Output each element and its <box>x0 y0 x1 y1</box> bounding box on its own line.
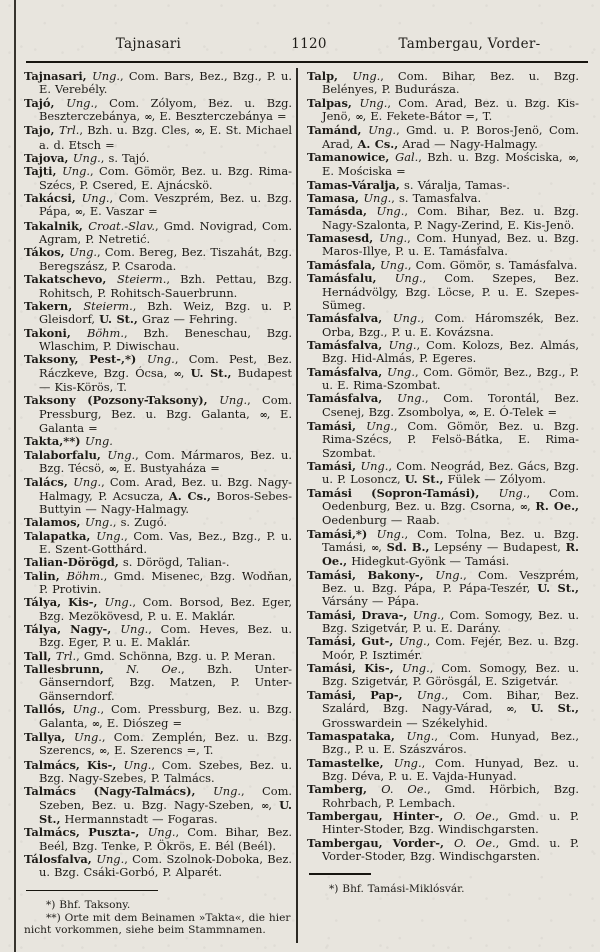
entry-text: Tamasa, <box>307 191 364 206</box>
entry-text: Ung. <box>81 191 110 206</box>
entry-text: Ung. <box>213 784 241 799</box>
entry-text: , Com. Pest, Bez. Ráczkeve, Bzg. Ócsa, <box>39 352 292 380</box>
gazetteer-entry <box>24 394 292 435</box>
entry-text: Ung. <box>147 825 176 840</box>
entry-text: , E. Bustyaháza = <box>116 460 220 475</box>
post-horn-icon: ∞ <box>568 153 576 165</box>
entry-text: Tálosfalva, <box>24 851 97 866</box>
entry-text: Takalnik, <box>24 218 89 233</box>
entry-text: Takta,**) <box>24 434 86 449</box>
entry-text: Tall, <box>24 648 56 663</box>
entry-text: Ung. <box>366 418 394 433</box>
entry-text: R. Oe., <box>535 499 580 513</box>
gazetteer-entry <box>307 232 579 259</box>
entry-text: Taksony (Pozsony-Taksony), <box>24 393 220 408</box>
gazetteer-entry <box>24 826 292 853</box>
gazetteer-entry <box>307 460 579 487</box>
entry-text: Tamanowice, <box>307 150 396 165</box>
entry-text: Steierm. <box>116 272 167 287</box>
entry-text: s. Dörögd, Talian-. <box>118 555 230 570</box>
entry-text: Ung. <box>62 164 91 179</box>
entry-text: s. Váralja, Tamas-. <box>399 177 510 192</box>
gazetteer-entry <box>307 339 579 366</box>
gazetteer-entry <box>307 97 579 125</box>
entry-text: , E. Ó-Telek = <box>475 404 557 419</box>
entry-text: Talács, <box>24 475 74 490</box>
entry-text: Ung. <box>85 434 113 449</box>
entry-text: R. Oe., <box>322 540 579 569</box>
entry-text: Tálya, Nagy-, <box>24 622 121 637</box>
gazetteer-entry <box>307 569 579 609</box>
entry-text: Ung. <box>498 485 527 500</box>
entry-text: Ung. <box>352 69 381 83</box>
entry-text: Tajnasari, <box>24 69 93 83</box>
entry-text: Ung. <box>412 607 441 622</box>
entry-text: Ung. <box>104 595 133 610</box>
entry-text: Tamási, <box>307 458 361 473</box>
entry-text: , Com. Háromszék, Bez. Orba, Bzg., P. u. E. Kovázsna. <box>322 311 579 339</box>
entry-text: , Com. Somogy, Bez. u. Bzg. Szigetvár, P. Görösgál, E. Szigetvár. <box>322 661 579 689</box>
entry-text: Ung. <box>416 687 445 702</box>
entry-text: Ung. <box>406 728 435 743</box>
gazetteer-entry <box>307 837 579 864</box>
left-column-footnotes <box>24 899 292 937</box>
entry-text: , Com. Arad, Bez. u. Bzg. Nagy-Halmagy, P. Acsucza, <box>39 475 292 503</box>
entry-text: Talmács, Kis-, <box>24 757 124 772</box>
entry-text: , Com. Mármaros, Bez. u. Bzg. Técsö, <box>39 447 292 475</box>
entry-text: Ung. <box>123 757 152 772</box>
gazetteer-entry <box>24 556 292 569</box>
footnote-separator-rule <box>26 890 158 892</box>
header-left-keyword: Tajnasari <box>115 36 182 52</box>
entry-text: Ung. <box>72 702 101 717</box>
gazetteer-entry <box>24 192 292 220</box>
gazetteer-entry <box>24 97 292 125</box>
gazetteer-entry <box>24 220 292 247</box>
entry-text: Lepsény — Budapest, <box>429 540 566 555</box>
entry-text: , Gmd. Schönna, Bzg. u. P. Meran. <box>76 648 276 663</box>
entry-text: Boros-Sebes-Buttyin — Nagy-Halmagy. <box>39 488 292 516</box>
entry-text: , Com. Hunyad, Bez. u. Bzg. Déva, P. u. E. Vajda-Hunyad. <box>322 755 579 783</box>
entry-text: , Bzh. Pettau, Bzg. Rohitsch, P. Rohitsch-Sauerbrunn. <box>39 272 292 300</box>
entry-text: Ung. <box>73 475 102 490</box>
entry-text: Talamos, <box>24 515 85 530</box>
entry-text: , Com. Arad, Bez. u. Bzg. Kis-Jenö, <box>322 95 579 124</box>
entry-text: Ung. <box>394 271 423 286</box>
entry-text: Tajo, <box>24 123 60 138</box>
gazetteer-entry <box>307 124 579 151</box>
entry-text: Tamási, Pap-, <box>307 687 417 702</box>
entry-text: , Com. Oedenburg, Bez. u. Bzg. Csorna, <box>322 485 579 513</box>
gazetteer-entry <box>307 420 579 460</box>
entry-text: Ung. <box>92 69 121 83</box>
entry-text: Tamberg, <box>307 782 382 797</box>
entry-text: U. St., <box>404 472 444 487</box>
entry-text: Tamasesd, <box>307 231 380 246</box>
entry-text: Talmács, Puszta-, <box>24 825 148 840</box>
entry-text: Takoni, <box>24 325 87 340</box>
entry-text: , <box>513 701 531 716</box>
entry-text: , Com. Gömör, Bez. u. Bzg. Rima-Szécs, P. Csered, E. Ajnácskö. <box>39 164 292 192</box>
entry-text: Ung. <box>376 526 405 541</box>
entry-text: Grosswardein — Székelyhid. <box>322 715 488 730</box>
entry-text: , Com. Vas, Bez., Bzg., P. u. E. Szent-Gotthárd. <box>39 528 293 557</box>
entry-text: , Com. Bihar, Bez. Szalárd, Bzg. Nagy-Várad, <box>322 687 579 716</box>
entry-text: , s. Tamasfalva. <box>391 191 482 206</box>
gazetteer-entry <box>24 327 292 354</box>
entry-text: Hermannstadt — Fogaras. <box>60 811 218 826</box>
entry-text: O. Oe. <box>381 782 428 797</box>
entry-text: Ung. <box>392 311 421 326</box>
gazetteer-entry <box>24 273 292 300</box>
entry-text: , E. Szerencs =, T. <box>106 743 214 758</box>
entry-text: Tamaspataka, <box>307 728 407 743</box>
left-column-entries <box>24 70 292 880</box>
gazetteer-entry <box>307 151 579 179</box>
entry-text: A. Cs., <box>357 136 399 151</box>
entry-text: Tamásfalva, <box>307 311 393 326</box>
entry-text: , s. Zugó. <box>112 515 167 530</box>
entry-text: Ung. <box>69 245 98 260</box>
entry-text: , Com. Torontál, Bez. Csenej, Bzg. Zsombolya, <box>322 391 579 419</box>
entry-text: Trl. <box>59 123 80 138</box>
entry-text: Oedenburg — Raab. <box>322 513 440 528</box>
gazetteer-entry <box>307 810 579 837</box>
entry-text: Takácsi, <box>24 191 82 206</box>
right-column-entries <box>307 70 579 863</box>
entry-text: Tamási, Kis-, <box>307 661 402 676</box>
entry-text: , Com. Bereg, Bez. Tiszahát, Bzg. Beregszász, P. Csaroda. <box>39 245 292 273</box>
gazetteer-entry <box>24 165 292 192</box>
entry-text: Hidegkut-Gyönk — Tamási. <box>347 554 510 569</box>
entry-text: Ung. <box>96 528 125 543</box>
entry-text: Ung. <box>368 123 397 138</box>
post-horn-icon: ∞ <box>91 718 100 730</box>
gazetteer-entry <box>307 783 579 810</box>
entry-text: Fülek — Zólyom. <box>443 472 546 487</box>
post-horn-icon: ∞ <box>173 368 181 380</box>
entry-text: Tallya, <box>24 729 75 744</box>
entry-text: A. Cs., <box>168 488 211 503</box>
gazetteer-entry <box>307 312 579 339</box>
entry-text: Talaborfalu, <box>24 447 108 462</box>
entry-text: O. Oe. <box>453 808 496 823</box>
footnote: *) Bhf. Taksony. <box>46 899 131 912</box>
entry-text: , Com. Hunyad, Bez. u. Bzg. Maros-Illye, P. u. E. Tamásfalva. <box>322 231 579 259</box>
entry-text: U. St., <box>190 365 232 380</box>
entry-text: Ung. <box>388 337 417 352</box>
text-columns <box>18 63 590 943</box>
entry-text: Vársány — Pápa. <box>322 594 420 609</box>
gazetteer-entry <box>24 853 292 880</box>
entry-text: Graz — Fehring. <box>137 312 238 327</box>
gazetteer-entry <box>307 662 579 689</box>
gazetteer-entry <box>307 757 579 784</box>
entry-text: , <box>527 499 536 513</box>
entry-text: , E. Galanta = <box>39 406 292 435</box>
entry-text: , Com. Somogy, Bez. u. Bzg. Szigetvár, P. u. E. Darány. <box>322 607 579 636</box>
gazetteer-entry <box>307 392 579 420</box>
gazetteer-entry <box>307 272 579 312</box>
entry-text: Tamási, Gut-, <box>307 634 399 649</box>
entry-text: Tallesbrunn, <box>24 662 127 677</box>
entry-text: Ung. <box>74 729 102 744</box>
entry-text: Ung. <box>359 95 388 110</box>
entry-text: Tamási, Bakony-, <box>307 567 436 582</box>
entry-text: Ung. <box>84 515 113 530</box>
entry-text: Steierm. <box>83 298 133 313</box>
entry-text: U. St., <box>530 701 579 716</box>
entry-text: Tamási, <box>307 418 367 433</box>
entry-text: , Com. Veszprém, Bez. u. Bzg. Pápa, <box>39 191 292 219</box>
gazetteer-entry <box>24 785 292 826</box>
entry-text: , Gmd. u. P. Vorder-Stoder, Bzg. Windischgarsten. <box>322 835 579 863</box>
entry-text: , Gmd. u. P. Boros-Jenö, Com. Arad, <box>322 123 579 151</box>
right-column-footnotes <box>307 883 579 896</box>
entry-text: Tamánd, <box>307 123 369 138</box>
gazetteer-entry <box>307 528 579 569</box>
entry-text: Budapest — Kis-Körös, T. <box>39 365 292 394</box>
entry-text: Talian-Dörögd, <box>24 555 119 570</box>
entry-text: Ung. <box>66 95 95 110</box>
entry-text: , Gmd. Misenec, Bzg. Wodňan, P. Protivin. <box>39 568 292 597</box>
gazetteer-entry <box>307 259 579 272</box>
entry-text: , Com. Gömör, Bez. u. Bzg. Rima-Szécs, P. Felsö-Bátka, E. Rima-Szombat. <box>322 418 579 460</box>
entry-text: , Bzh. u. Bzg. Mościska, <box>418 150 569 165</box>
entry-text: Tambergau, Vorder-, <box>307 835 454 850</box>
entry-text: , E. Mościska = <box>322 150 579 179</box>
entry-text: , <box>180 365 191 380</box>
entry-text: , Gmd. u. P. Hinter-Stoder, Bzg. Windischgarsten. <box>322 808 579 837</box>
gazetteer-entry <box>24 124 292 152</box>
entry-text: , E. Beszterczebánya = <box>151 109 287 124</box>
gazetteer-entry <box>307 635 579 662</box>
entry-text: , Com. Hunyad, Bez., Bzg., P. u. E. Szászváros. <box>322 728 579 757</box>
entry-text: Ung. <box>363 191 392 206</box>
entry-text: Tallós, <box>24 702 73 717</box>
header-right-keyword: Tambergau, Vorder- <box>398 36 541 52</box>
entry-text: , Com. Bihar, Bez. u. Bzg. Nagy-Szalonta, P. Nagy-Zerind, E. Kis-Jenö. <box>322 204 580 232</box>
page-header <box>18 30 590 56</box>
entry-text: , Com. Neográd, Bez. Gács, Bzg. u. P. Losoncz, <box>322 458 580 487</box>
entry-text: , E. Diószeg = <box>99 715 183 730</box>
entry-text: , Bzh. Beneschau, Bzg. Wlaschim, P. Diwischau. <box>39 325 293 353</box>
entry-text: Talin, <box>24 568 67 583</box>
entry-text: Tamásfalva, <box>307 391 398 406</box>
post-horn-icon: ∞ <box>519 502 528 513</box>
gazetteer-entry <box>24 731 292 759</box>
entry-text: Tajti, <box>24 164 63 179</box>
gazetteer-entry <box>24 476 292 516</box>
entry-text: Tálya, Kis-, <box>24 595 105 610</box>
right-column <box>298 68 579 943</box>
entry-text: Taksony, Pest-,*) <box>24 352 147 367</box>
post-horn-icon: ∞ <box>370 543 379 555</box>
left-column <box>18 68 292 943</box>
entry-text: U. St., <box>39 797 293 826</box>
gazetteer-entry <box>307 487 579 528</box>
entry-text: Tamásfalva, <box>307 364 388 379</box>
entry-text: Tamásfala, <box>307 257 381 272</box>
gazetteer-entry <box>307 689 579 730</box>
post-horn-icon: ∞ <box>261 800 269 812</box>
entry-text: Ung. <box>120 622 149 637</box>
gazetteer-entry <box>24 703 292 731</box>
gazetteer-entry <box>24 516 292 529</box>
entry-text: , Bzh. u. Bzg. Cles, <box>79 123 195 138</box>
entry-text: Ung. <box>393 755 422 770</box>
entry-text: , E. Fekete-Bátor =, T. <box>362 109 493 124</box>
gazetteer-entry <box>24 300 292 327</box>
gazetteer-entry <box>24 152 292 165</box>
gazetteer-entry <box>24 435 292 448</box>
entry-text: Tamásda, <box>307 204 377 219</box>
entry-text: , Com. Szepes, Bez. Hernádvölgy, Bzg. Löcse, P. u. E. Szepes-Sümeg. <box>322 271 579 312</box>
entry-text: N. Oe. <box>126 662 182 677</box>
gazetteer-entry <box>24 246 292 273</box>
entry-text: Tamási,*) <box>307 526 377 541</box>
entry-text: Tákos, <box>24 245 70 260</box>
entry-text: , <box>378 540 387 555</box>
entry-text: Talmács (Nagy-Talmács), <box>24 784 214 799</box>
gazetteer-entry <box>307 70 579 97</box>
entry-text: Ung. <box>435 567 464 582</box>
entry-text: , Com. Szeben, Bez. u. Bzg. Nagy-Szeben, <box>39 784 292 812</box>
gazetteer-entry <box>24 596 292 623</box>
entry-text: Ung. <box>376 204 405 219</box>
gazetteer-entry <box>24 759 292 786</box>
entry-text: , Com. Zólyom, Bez. u. Bzg. Beszterczebánya, <box>39 95 292 124</box>
entry-text: , Com. Bihar, Bez. u. Bzg. Belényes, P. Budurásza. <box>322 69 579 97</box>
entry-text: , Com. Zemplén, Bez. u. Bzg. Szerencs, <box>39 729 292 758</box>
post-horn-icon: ∞ <box>108 463 117 475</box>
entry-text: , <box>268 797 280 812</box>
entry-text: Ung. <box>398 634 427 649</box>
entry-text: , Com. Gömör, s. Tamásfalva. <box>407 257 578 272</box>
entry-text: , Com. Kolozs, Bez. Almás, Bzg. Hid-Almás, P. Egeres. <box>322 337 579 366</box>
entry-text: Böhm. <box>66 568 104 583</box>
entry-text: Ung. <box>96 851 125 866</box>
entry-text: Croat.-Slav. <box>88 218 156 233</box>
entry-text: U. St., <box>537 581 579 596</box>
entry-text: Gal. <box>395 150 419 165</box>
entry-text: Ung. <box>107 447 136 462</box>
entry-text: Takern, <box>24 298 84 313</box>
gazetteer-entry <box>24 663 292 703</box>
entry-text: Tamási, Drava-, <box>307 607 413 622</box>
entry-text: Ung. <box>397 391 425 406</box>
entry-text: , Com. Pressburg, Bez. u. Bzg. Galanta, <box>39 702 292 730</box>
entry-text: , Com. Bars, Bez., Bzg., P. u. E. Verebély. <box>39 69 292 97</box>
entry-text: Talpas, <box>307 95 360 110</box>
page-number: 1120 <box>291 36 327 52</box>
entry-text: , s. Tajó. <box>100 151 150 166</box>
entry-text: Ung. <box>72 151 101 166</box>
gazetteer-entry <box>307 609 579 636</box>
gazetteer-entry <box>24 530 292 557</box>
scan-edge-line <box>14 0 16 952</box>
entry-text: Tajova, <box>24 151 73 166</box>
gazetteer-entry <box>307 192 579 205</box>
entry-text: Tamásfalu, <box>307 271 395 286</box>
entry-text: Tajó, <box>24 95 67 110</box>
entry-text: Trl. <box>55 648 77 663</box>
entry-text: Ung. <box>401 661 430 676</box>
entry-text: , Com. Szebes, Bez. u. Bzg. Nagy-Szebes, P. Talmács. <box>39 757 292 785</box>
entry-text: , Com. Szolnok-Doboka, Bez. u. Bzg. Csáki-Gorbó, P. Alparét. <box>39 851 292 880</box>
footnote: *) Bhf. Tamási-Miklósvár. <box>329 882 465 895</box>
post-horn-icon: ∞ <box>74 207 83 219</box>
footnote: **) Orte mit dem Beinamen »Takta«, die hier nicht vorkommen, siehe beim Stammnamen. <box>24 911 291 937</box>
entry-text: Ung. <box>387 364 415 379</box>
entry-text: Tambergau, Hinter-, <box>307 808 454 823</box>
entry-text: , Com. Borsod, Bez. Eger, Bzg. Mezökövesd, P. u. E. Maklár. <box>39 595 292 623</box>
entry-text: Ung. <box>219 393 248 408</box>
column-divider-rule <box>296 68 298 943</box>
post-horn-icon: ∞ <box>506 704 514 716</box>
entry-text: Tamastelke, <box>307 755 394 770</box>
post-horn-icon: ∞ <box>259 409 267 421</box>
gazetteer-entry <box>24 570 292 597</box>
entry-text: , Bzh. Weiz, Bzg. u. P. Gleisdorf, <box>39 298 292 327</box>
entry-text: O. Oe. <box>453 835 496 850</box>
entry-text: , E. St. Michael a. d. Etsch = <box>39 123 292 152</box>
entry-text: Tamási (Sopron-Tamási), <box>307 485 499 500</box>
entry-text: , Com. Heves, Bez. u. Bzg. Eger, P. u. E. Maklár. <box>39 622 293 650</box>
entry-text: Böhm. <box>86 325 124 340</box>
post-horn-icon: ∞ <box>194 126 202 138</box>
post-horn-icon: ∞ <box>99 746 107 758</box>
entry-text: Ung. <box>146 352 175 367</box>
entry-text: , Gmd. Novigrad, Com. Agram, P. Netretić. <box>39 218 292 247</box>
entry-text: , E. Vaszar = <box>82 204 158 219</box>
post-horn-icon: ∞ <box>144 112 152 124</box>
entry-text: Talapatka, <box>24 528 97 543</box>
gazetteer-entry <box>307 366 579 393</box>
gazetteer-entry <box>24 650 292 663</box>
entry-text: Tamásfalva, <box>307 337 389 352</box>
entry-text: , Gmd. Hörbich, Bzg. Rohrbach, P. Lembach. <box>322 782 579 810</box>
entry-text: , Com. Veszprém, Bez. u. Bzg. Pápa, P. Pápa-Teszér, <box>322 567 579 596</box>
entry-text: Tamas-Váralja, <box>307 177 400 192</box>
entry-text: Ung. <box>379 231 408 246</box>
gazetteer-entry <box>24 449 292 477</box>
gazetteer-entry <box>307 730 579 757</box>
entry-text: Takatschevo, <box>24 272 117 287</box>
entry-text: U. St., <box>99 312 138 327</box>
entry-text: , Com. Fejér, Bez. u. Bzg. Moór, P. Isztimér. <box>322 634 579 662</box>
entry-text: , Com. Pressburg, Bez. u. Bzg. Galanta, <box>39 393 292 421</box>
entry-text: Sd. B., <box>386 540 430 555</box>
gazetteer-entry <box>307 205 579 232</box>
entry-text: Ung. <box>360 458 389 473</box>
gazetteer-entry <box>24 623 292 650</box>
entry-text: , Com. Gömör, Bez., Bzg., P. u. E. Rima-Szombat. <box>322 364 579 392</box>
gazetteer-entry <box>24 353 292 394</box>
entry-text: Ung. <box>380 257 408 272</box>
entry-text: , Bzh. Unter-Gänserndorf, Bzg. Matzen, P. Unter-Gänserndorf. <box>39 662 292 703</box>
post-horn-icon: ∞ <box>355 112 363 124</box>
entry-text: , Com. Bihar, Bez. Beél, Bzg. Tenke, P. Ökrös, E. Bél (Beél). <box>39 825 292 853</box>
entry-text: Arad — Nagy-Halmagy. <box>398 136 538 151</box>
entry-text: , Com. Tolna, Bez. u. Bzg. Tamási, <box>322 526 579 555</box>
gazetteer-entry <box>24 70 292 97</box>
post-horn-icon: ∞ <box>468 407 476 419</box>
gazetteer-entry <box>307 179 579 192</box>
footnote-separator-rule <box>309 873 371 875</box>
entry-text: Talp, <box>307 69 353 83</box>
